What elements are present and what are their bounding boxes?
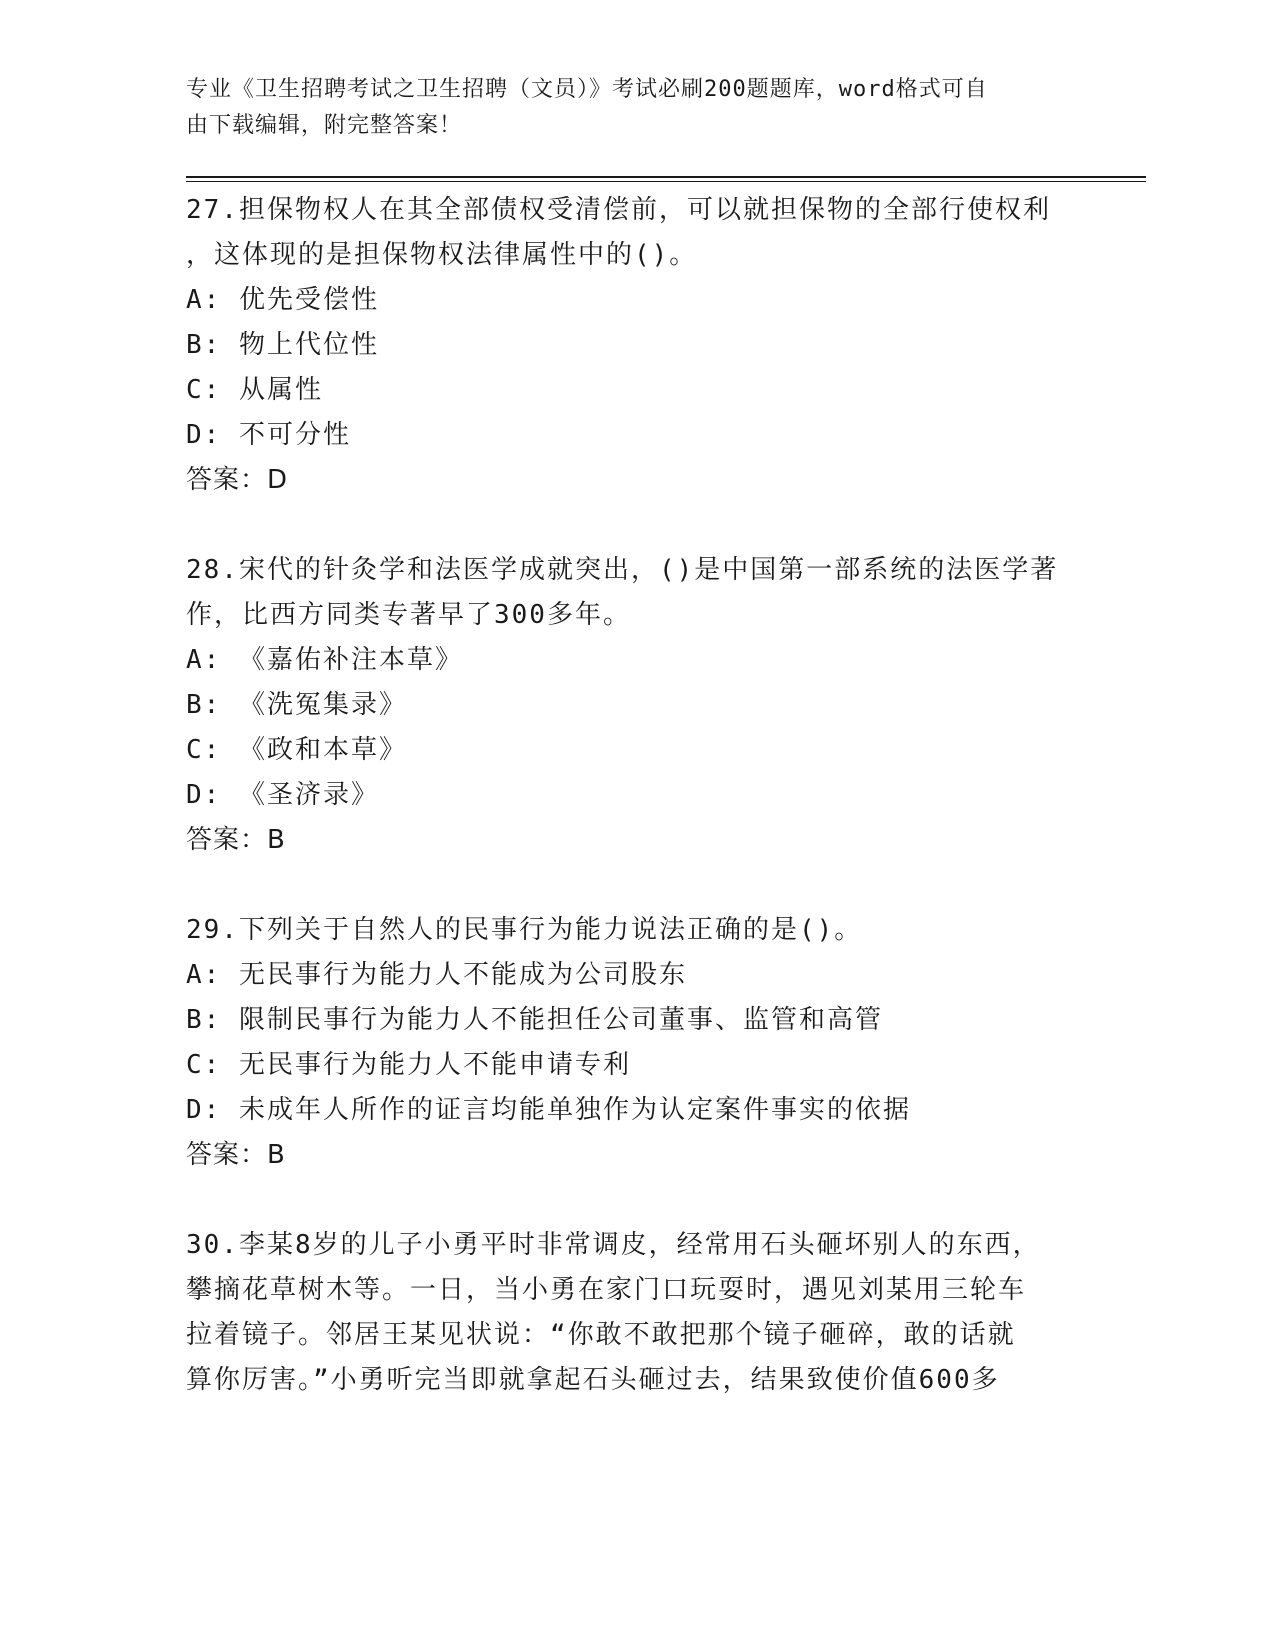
option-a: A: 无民事行为能力人不能成为公司股东 [186,960,687,990]
answer-label: 答案：B [186,825,286,855]
document-header [186,72,1066,144]
question-stem-line: 作，比西方同类专著早了300多年。 [186,600,631,630]
option-c: C: 从属性 [186,375,323,405]
option-b: B: 限制民事行为能力人不能担任公司董事、监管和高管 [186,1005,883,1035]
answer-label: 答案：B [186,1140,286,1170]
question-27 [186,188,1066,503]
option-d: D: 《圣济录》 [186,780,379,810]
question-stem-line: 29.下列关于自然人的民事行为能力说法正确的是()。 [186,915,863,945]
answer-label: 答案：D [186,465,289,495]
question-28 [186,548,1066,863]
option-d: D: 未成年人所作的证言均能单独作为认定案件事实的依据 [186,1095,911,1125]
question-stem-line: 攀摘花草树木等。一日，当小勇在家门口玩耍时，遇见刘某用三轮车 [186,1275,1027,1305]
question-stem-line: 28.宋代的针灸学和法医学成就突出，()是中国第一部系统的法医学著 [186,555,1059,585]
option-b: B: 《洗冤集录》 [186,690,407,720]
header-line-2: 由下载编辑，附完整答案！ [186,113,463,138]
option-d: D: 不可分性 [186,420,351,450]
option-c: C: 无民事行为能力人不能申请专利 [186,1050,631,1080]
header-line-1: 专业《卫生招聘考试之卫生招聘（文员）》考试必刷200题题库，word格式可自 [186,77,988,102]
question-29 [186,908,1066,1178]
header-divider-thick [186,176,1146,178]
option-c: C: 《政和本草》 [186,735,407,765]
question-list [186,188,1066,1448]
option-a: A: 优先受偿性 [186,285,379,315]
question-stem-line: ，这体现的是担保物权法律属性中的()。 [186,240,698,270]
question-stem-line: 拉着镜子。邻居王某见状说：“你敢不敢把那个镜子砸碎，敢的话就 [186,1320,1016,1350]
question-stem-line: 30.李某8岁的儿子小勇平时非常调皮，经常用石头砸坏别人的东西， [186,1230,1041,1260]
option-b: B: 物上代位性 [186,330,379,360]
question-30 [186,1223,1066,1403]
header-divider-thin [186,181,1146,182]
question-stem-line: 27.担保物权人在其全部债权受清偿前，可以就担保物的全部行使权利 [186,195,1051,225]
question-stem-line: 算你厉害。”小勇听完当即就拿起石头砸过去，结果致使价值600多 [186,1365,1000,1395]
option-a: A: 《嘉佑补注本草》 [186,645,463,675]
